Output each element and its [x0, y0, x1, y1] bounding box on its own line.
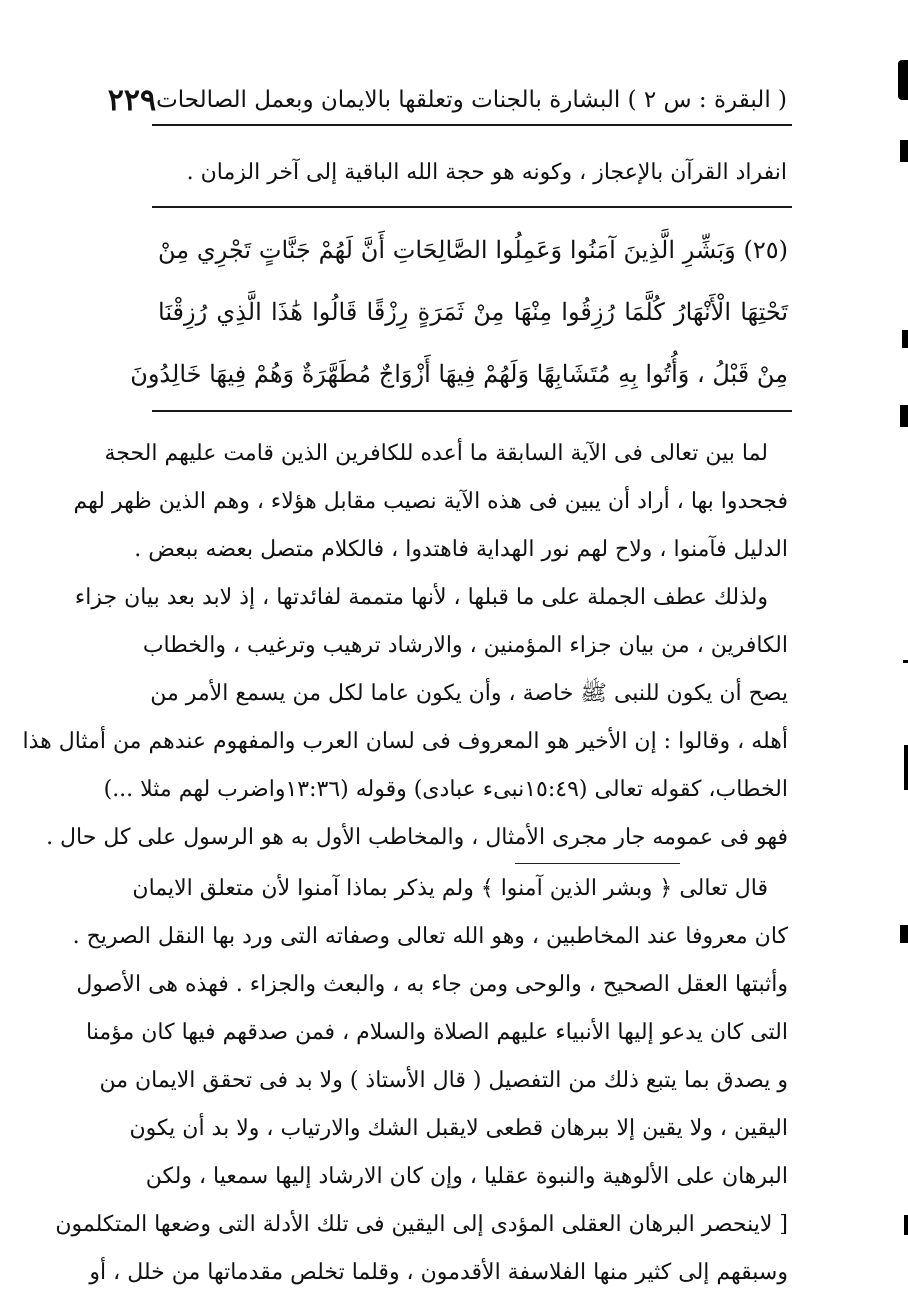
body-line: أهله ، وقالوا : إن الأخير هو المعروف فى لسان العرب والمفهوم عندهم من أمثال هذا [22, 729, 788, 754]
body-line: وسبقهم إلى كثير منها الفلاسفة الأقدمون ، وقلما تخلص مقدماتها من خلل ، أو [89, 1260, 788, 1285]
body-line: الخطاب، كقوله تعالى (١٥:٤٩نبىء عبادى) وقوله (١٣:٣٦واضرب لهم مثلا ...) [103, 777, 788, 802]
scan-edge-mark [904, 745, 908, 790]
verse-top-rule [152, 206, 792, 208]
body-line: يصح أن يكون للنبى ﷺ خاصة ، وأن يكون عاما لكل من يسمع الأمر من [150, 681, 788, 706]
verse-line: تَحْتِهَا الْأَنْهَارُ كُلَّمَا رُزِقُوا مِنْهَا مِنْ ثَمَرَةٍ رِزْقًا قَالُوا هَٰذَا الَّذِي رُزِقْنَا [158, 298, 788, 326]
body-line: و يصدق بما يتبع ذلك من التفصيل ( قال الأستاذ ) ولا بد فى تحقق الايمان من [99, 1068, 788, 1093]
scan-edge-mark [900, 405, 908, 427]
body-line: التى كان يدعو إليها الأنبياء عليهم الصلاة والسلام ، فمن صدقهم فيها كان مؤمنا [85, 1020, 788, 1045]
verse-bottom-rule [152, 410, 792, 412]
header-rule [152, 124, 792, 126]
body-line: فهو فى عمومه جار مجرى الأمثال ، والمخاطب الأول به هو الرسول على كل حال . [46, 825, 788, 850]
header-title: ( البقرة : س ٢ ) البشارة بالجنات وتعلقها بالايمان وبعمل الصالحات [156, 87, 787, 113]
scan-edge-mark [904, 1215, 908, 1235]
intro-line: انفراد القرآن بالإعجاز ، وكونه هو حجة الله الباقية إلى آخر الزمان . [186, 160, 787, 185]
body-line: الدليل فآمنوا ، ولاح لهم نور الهداية فاهتدوا ، فالكلام متصل بعضه ببعض . [134, 537, 788, 562]
scan-edge-mark [900, 925, 908, 943]
scan-edge-mark [902, 330, 908, 348]
scan-edge-mark [900, 140, 908, 162]
body-line: اليقين ، ولا يقين إلا ببرهان قطعى لايقبل الشك والارتياب ، ولا بد أن يكون [129, 1116, 788, 1141]
body-line: وأثبتها العقل الصحيح ، والوحى ومن جاء به ، والبعث والجزاء . فهذه هى الأصول [76, 972, 788, 997]
page-number: ٢٢٩ [107, 82, 157, 118]
running-header [107, 80, 787, 120]
verse-line: مِنْ قَبْلُ ، وَأُتُوا بِهِ مُتَشَابِهًا وَلَهُمْ فِيهَا أَزْوَاجٌ مُطَهَّرَةٌ وَهُمْ فِيهَا خَالِدُونَ [130, 360, 788, 388]
body-line: [ لاينحصر البرهان العقلى المؤدى إلى اليقين فى تلك الأدلة التى وضعها المتكلمون [55, 1212, 788, 1237]
body-line: البرهان على الألوهية والنبوة عقليا ، وإن كان الارشاد إليها سمعيا ، ولكن [145, 1164, 788, 1189]
scan-edge-mark [903, 660, 908, 663]
body-line: لما بين تعالى فى الآية السابقة ما أعده للكافرين الذين قامت عليهم الحجة [104, 441, 768, 466]
separator-mark [515, 863, 680, 864]
body-line: فجحدوا بها ، أراد أن يبين فى هذه الآية نصيب مقابل هؤلاء ، وهم الذين ظهر لهم [73, 489, 788, 514]
body-line: الكافرين ، من بيان جزاء المؤمنين ، والارشاد ترهيب وترغيب ، والخطاب [142, 633, 788, 658]
body-line: كان معروفا عند المخاطبين ، وهو الله تعالى وصفاته التى ورد بها النقل الصريح . [72, 924, 788, 949]
body-line: قال تعالى ﴿ وبشر الذين آمنوا ﴾ ولم يذكر بماذا آمنوا لأن متعلق الايمان [132, 876, 768, 901]
body-line: ولذلك عطف الجملة على ما قبلها ، لأنها متممة لفائدتها ، إذ لابد بعد بيان جزاء [74, 585, 768, 610]
scan-edge-mark [898, 60, 908, 100]
verse-line: (٢٥) وَبَشِّرِ الَّذِينَ آمَنُوا وَعَمِلُوا الصَّالِحَاتِ أَنَّ لَهُمْ جَنَّاتٍ تَجْرِي مِنْ [158, 236, 788, 264]
